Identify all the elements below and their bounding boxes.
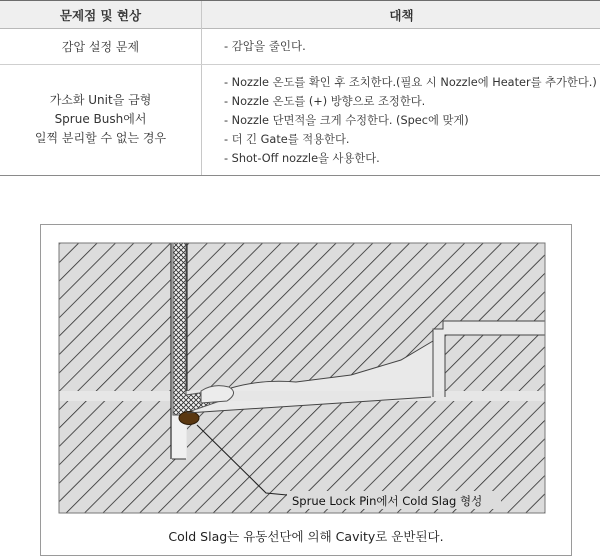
mold-steel [59,243,545,513]
header-solution: 대책 [201,1,600,28]
table-header-row [0,0,600,29]
parting-line [59,391,545,401]
solution-line: - Nozzle 온도를 (+) 방향으로 조정한다. [224,95,426,108]
solution-line: - Nozzle 단면적을 크게 수정한다. (Spec에 맞게) [224,114,469,127]
problem-line: 가소화 Unit을 금형 [49,93,152,107]
solution-cell [201,65,600,175]
table-row [0,65,600,176]
solution-line: - 더 긴 Gate를 적용한다. [224,133,350,146]
problem-line: 일찍 분리할 수 없는 경우 [34,131,167,145]
problem-line: Sprue Bush에서 [54,112,147,126]
solution-line: - Shot-Off nozzle을 사용한다. [224,152,380,165]
problem-cell: 감압 설정 문제 [61,39,140,54]
cold-slag [179,412,199,425]
sprue-cold-slag-figure [40,224,572,556]
header-problem: 문제점 및 현상 [59,7,142,23]
solution-cell [201,28,600,64]
mold-cross-section-diagram [41,225,571,555]
problem-cell [0,91,201,148]
figure-label: Sprue Lock Pin에서 Cold Slag 형성 [292,494,483,508]
problem-solution-table [0,0,600,176]
solution-line: - Nozzle 온도를 확인 후 조치한다.(필요 시 Nozzle에 Heater를 추가한다.) [224,76,597,89]
solution-line: - 감압을 줄인다. [224,39,306,53]
figure-caption: Cold Slag는 유동선단에 의해 Cavity로 운반된다. [168,529,444,544]
flow-front [201,386,234,403]
table-row [0,28,600,65]
